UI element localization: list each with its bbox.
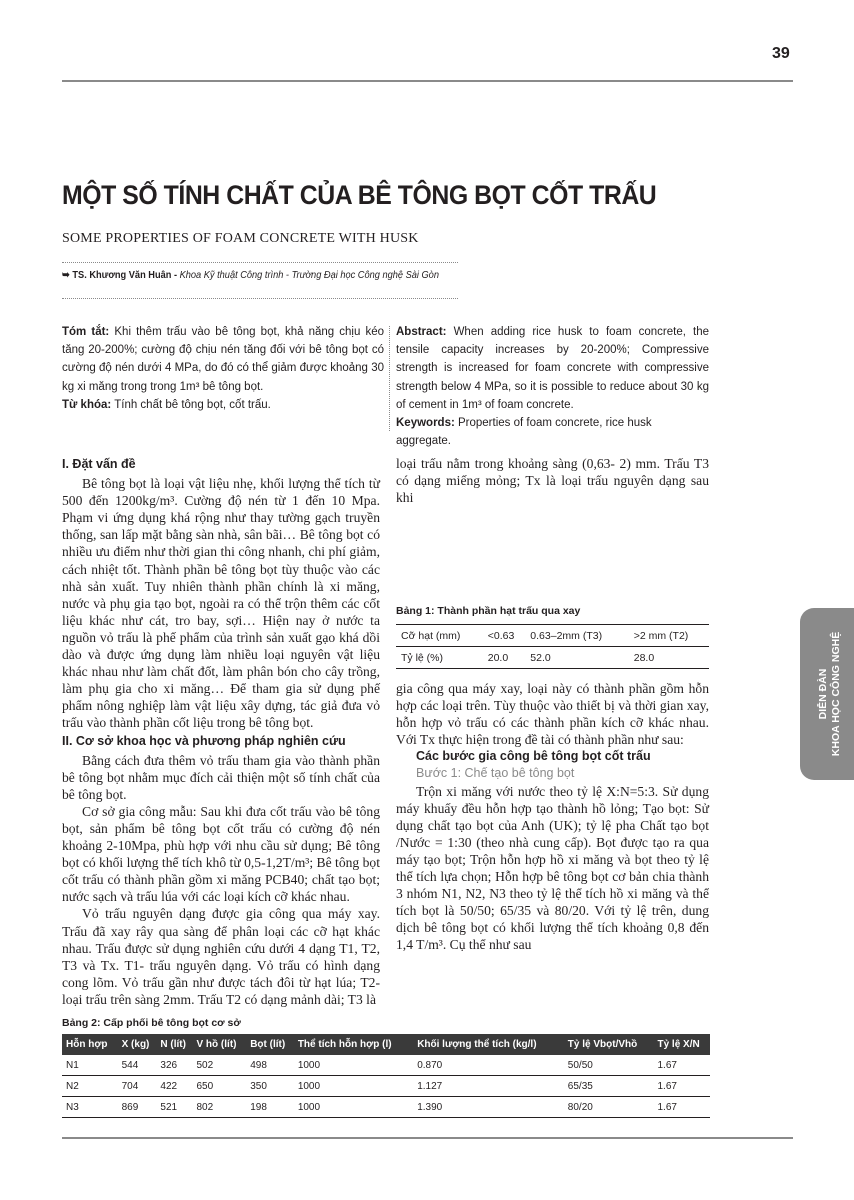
table2-cell: 1.67 <box>653 1097 710 1118</box>
table2-header-cell: Hỗn hợp <box>62 1034 118 1055</box>
table2-cell: 544 <box>118 1055 157 1076</box>
table2-cell: 1000 <box>294 1055 413 1076</box>
table1-cell: 0.63–2mm (T3) <box>525 625 628 647</box>
table2-cell: 50/50 <box>564 1055 654 1076</box>
section2-paragraph-3-continued: gia công qua máy xay, loại này có thành phần gồm hỗn hợp các loại trên. Tùy thuộc vào thiết bị và thời gian xay, hỗn hợp vỏ trấu có các thành phần kích cỡ khác nhau. Với Tx thực hiện trong đề tài có thành phần như sau: <box>396 681 709 748</box>
table2-header-cell: V hồ (lít) <box>192 1034 246 1055</box>
abstract-en-label: Abstract: <box>396 326 447 338</box>
author-affiliation: Khoa Kỹ thuật Công trình - Trường Đại học Công nghệ Sài Gòn <box>179 269 439 281</box>
table1-cell: 28.0 <box>629 647 709 669</box>
table2-cell: 326 <box>156 1055 192 1076</box>
table2-header-cell: Khối lượng thể tích (kg/l) <box>413 1034 564 1055</box>
table2-cell: 498 <box>246 1055 294 1076</box>
table2-cell: 65/35 <box>564 1076 654 1097</box>
section2-paragraph-2: Cơ sở gia công mẫu: Sau khi đưa cốt trấu vào bê tông bọt, sản phẩm bê tông bọt cốt trấu có cường độ nén khoảng 2-10Mpa, phù hợp với nhu cầu sử dụng; Bê tông bọt có khối lượng thể tích khô từ 0,5-1,2T/m³; Bê tông bọt cốt trấu có thành phần gồm xi măng PCB40; chất tạo bọt; nước sạch và trấu lúa với các loại kích cỡ khác nhau. <box>62 803 380 905</box>
table2 <box>62 1034 710 1118</box>
section2-paragraph-4: Trộn xi măng với nước theo tỷ lệ X:N=5:3. Sử dụng máy khuấy đều hỗn hợp tạo thành hồ lỏng; Tạo bọt: Sử dụng chất tạo bọt của Anh (UK); tỷ lệ pha Chất tạo bọt /Nước = 1:30 (theo nhà cung cấp). Bọt được tạo ra qua máy tạo bọt; Trộn hỗn hợp hồ xi măng và bọt theo tỷ lệ thể tích lựa chọn; Hỗn hợp bê tông bọt cơ bản chia thành 3 nhóm N1, N2, N3 theo tỷ lệ thể tích hồ xi măng và thể tích bọt là 50/50; 65/35 và 80/20. Với tỷ lệ trên, dung dịch bê tông bọt có khối lượng thể tích khoảng 0,8 đến 1,4 T/m³. Cụ thể như sau <box>396 783 709 953</box>
table2-cell: 704 <box>118 1076 157 1097</box>
table1-cell: 52.0 <box>525 647 628 669</box>
bottom-rule <box>62 1137 793 1139</box>
top-rule <box>62 80 793 82</box>
abstract-vi-text: Khi thêm trấu vào bê tông bọt, khả năng chịu kéo tăng 20-200%; cường độ chịu nén tăng đối với bê tông bọt có cường độ nén dưới 4 MPa, do đó có thể giảm được khoảng 30 kg xi măng trong trong 1m³ bê tông bọt. <box>62 326 384 393</box>
body-right-column-upper <box>396 455 709 506</box>
step1-heading: Bước 1: Chế tạo bê tông bọt <box>416 766 575 781</box>
table2-row <box>62 1097 710 1118</box>
section2-paragraph-3-overflow: loại trấu nằm trong khoảng sàng (0,63- 2) mm. Trấu T3 có dạng miếng mỏng; Tx là loại trấu nguyên dạng sau khi <box>396 456 709 506</box>
side-tab-line2: KHOA HỌC CÔNG NGHỆ <box>830 631 842 757</box>
table1-cell: >2 mm (T2) <box>629 625 709 647</box>
section-side-tab <box>800 608 854 780</box>
table1 <box>396 624 709 669</box>
table2-cell: 350 <box>246 1076 294 1097</box>
table2-header-cell: Tỷ lệ Vbọt/Vhồ <box>564 1034 654 1055</box>
abstract-vietnamese <box>62 323 384 414</box>
section2-paragraph-3: Vỏ trấu nguyên dạng được gia công qua máy xay. Trấu đã xay rây qua sàng để phân loại các cỡ hạt khác nhau. Trấu được sử dụng nghiên cứu dưới 4 dạng T1, T2, T3 và Tx. T1- trấu nguyên dạng. Vỏ trấu có hình dạng cong lõm. Vỏ trấu gần như được tách đôi từ hạt lúa; T2- loại trấu trên sàng 2mm. Trấu T2 có dạng mảnh dài; T3 là <box>62 906 380 1007</box>
table2-cell: N1 <box>62 1055 118 1076</box>
table2-row <box>62 1055 710 1076</box>
author-arrow-icon: ➥ <box>62 269 70 281</box>
table1-cell: <0.63 <box>483 625 526 647</box>
keywords-vi-label: Từ khóa: <box>62 398 112 411</box>
keywords-en-label: Keywords: <box>396 417 455 430</box>
table1-cell: Cỡ hạt (mm) <box>396 625 483 647</box>
table1-caption: Bảng 1: Thành phần hạt trấu qua xay <box>396 605 581 617</box>
abstract-en-text: When adding rice husk to foam concrete, the tensile capacity increases by 20-200%; Compressive strength is increased for foam concrete with compressive strength below 4 MPa, so it is possible to reduce about 30 kg of cement in 1m³ of foam concrete. <box>396 326 709 411</box>
side-tab-line1: DIỄN ĐÀN <box>817 668 829 720</box>
table2-cell: 869 <box>118 1097 157 1118</box>
table2-cell: 1.127 <box>413 1076 564 1097</box>
table2-cell: 80/20 <box>564 1097 654 1118</box>
abstract-divider <box>389 326 390 431</box>
table1-row-size <box>396 625 709 647</box>
table2-header-cell: X (kg) <box>118 1034 157 1055</box>
section2-paragraph-1: Bằng cách đưa thêm vỏ trấu tham gia vào thành phần bê tông bọt nhằm mục đích cải thiện một số tính chất của bê tông bọt. <box>62 752 380 802</box>
side-tab-label <box>817 632 843 756</box>
section2-heading: II. Cơ sở khoa học và phương pháp nghiên cứu <box>62 733 346 748</box>
table2-cell: 1.390 <box>413 1097 564 1118</box>
table2-header-cell: Thể tích hỗn hợp (l) <box>294 1034 413 1055</box>
steps-subheading: Các bước gia công bê tông bọt cốt trấu <box>416 749 651 764</box>
table2-header-cell: Bọt (lít) <box>246 1034 294 1055</box>
table2-cell: N2 <box>62 1076 118 1097</box>
table2-cell: 1.67 <box>653 1076 710 1097</box>
section1-heading: I. Đặt vấn đề <box>62 457 136 471</box>
table2-cell: 198 <box>246 1097 294 1118</box>
article-title: MỘT SỐ TÍNH CHẤT CỦA BÊ TÔNG BỌT CỐT TRẤU <box>62 180 657 210</box>
article-subtitle: SOME PROPERTIES OF FOAM CONCRETE WITH HUSK <box>62 231 419 246</box>
table2-cell: 0.870 <box>413 1055 564 1076</box>
table2-cell: 521 <box>156 1097 192 1118</box>
table1-cell: Tỷ lệ (%) <box>396 647 483 669</box>
table2-cell: 802 <box>192 1097 246 1118</box>
table2-cell: 1000 <box>294 1097 413 1118</box>
table1-row-ratio <box>396 647 709 669</box>
table2-header-row <box>62 1034 710 1055</box>
table2-cell: 1.67 <box>653 1055 710 1076</box>
table2-cell: 1000 <box>294 1076 413 1097</box>
table2-cell: N3 <box>62 1097 118 1118</box>
body-left-column <box>62 455 380 1008</box>
table1-cell: 20.0 <box>483 647 526 669</box>
section1-paragraph: Bê tông bọt là loại vật liệu nhẹ, khối lượng thể tích từ 500 đến 1200kg/m³. Cường độ nén từ 1 đến 10 Mpa. Phạm vi ứng dụng khá rộng như thay tường gạch truyền thống, san lấp mặt bằng sàn nhà, sân bãi… Bê tông bọt có nhiều ưu điểm như thời gian thi công nhanh, chi phí giảm, cách nhiệt tốt. Thành phần bê tông bọt tùy thuộc vào các nhà sản xuất. Tuy nhiên thành phần chính là xi măng, nước và phụ gia tạo bọt, ngoài ra có thể trộn thêm các cốt liệu khác như cát, tro bay, sợi… Hiện nay ở nước ta nguồn vỏ trấu là phế phẩm của trình sản xuất gạo khá dồi dào và được ứng dụng làm nhiều loại nguyên vật liệu khác nhau như làm chất đốt, làm phân bón cho cây trồng, làm phụ gia cho xi măng… Để tham gia sử dụng phế phẩm nông nghiệp làm vật liệu xây dựng, tác giả đưa vỏ trấu vào thành phần cốt liệu trong bê tông bọt. <box>62 476 380 731</box>
author-line <box>62 269 439 281</box>
table2-cell: 502 <box>192 1055 246 1076</box>
page-number: 39 <box>772 45 790 62</box>
table2-header-cell: N (lít) <box>156 1034 192 1055</box>
table2-cell: 650 <box>192 1076 246 1097</box>
keywords-vi-text: Tính chất bê tông bọt, cốt trấu. <box>114 398 271 411</box>
table2-header-cell: Tỷ lệ X/N <box>653 1034 710 1055</box>
keywords-en-text: Properties of foam concrete, rice husk aggregate. <box>396 417 652 448</box>
author-name: TS. Khương Văn Huân - <box>72 269 178 281</box>
body-right-column-lower <box>396 680 709 954</box>
table2-cell: 422 <box>156 1076 192 1097</box>
table2-row <box>62 1076 710 1097</box>
table2-caption: Bảng 2: Cấp phối bê tông bọt cơ sở <box>62 1017 241 1029</box>
abstract-english <box>396 323 709 450</box>
author-divider-bottom <box>62 298 458 299</box>
author-divider-top <box>62 262 458 263</box>
abstract-vi-label: Tóm tắt: <box>62 326 110 338</box>
